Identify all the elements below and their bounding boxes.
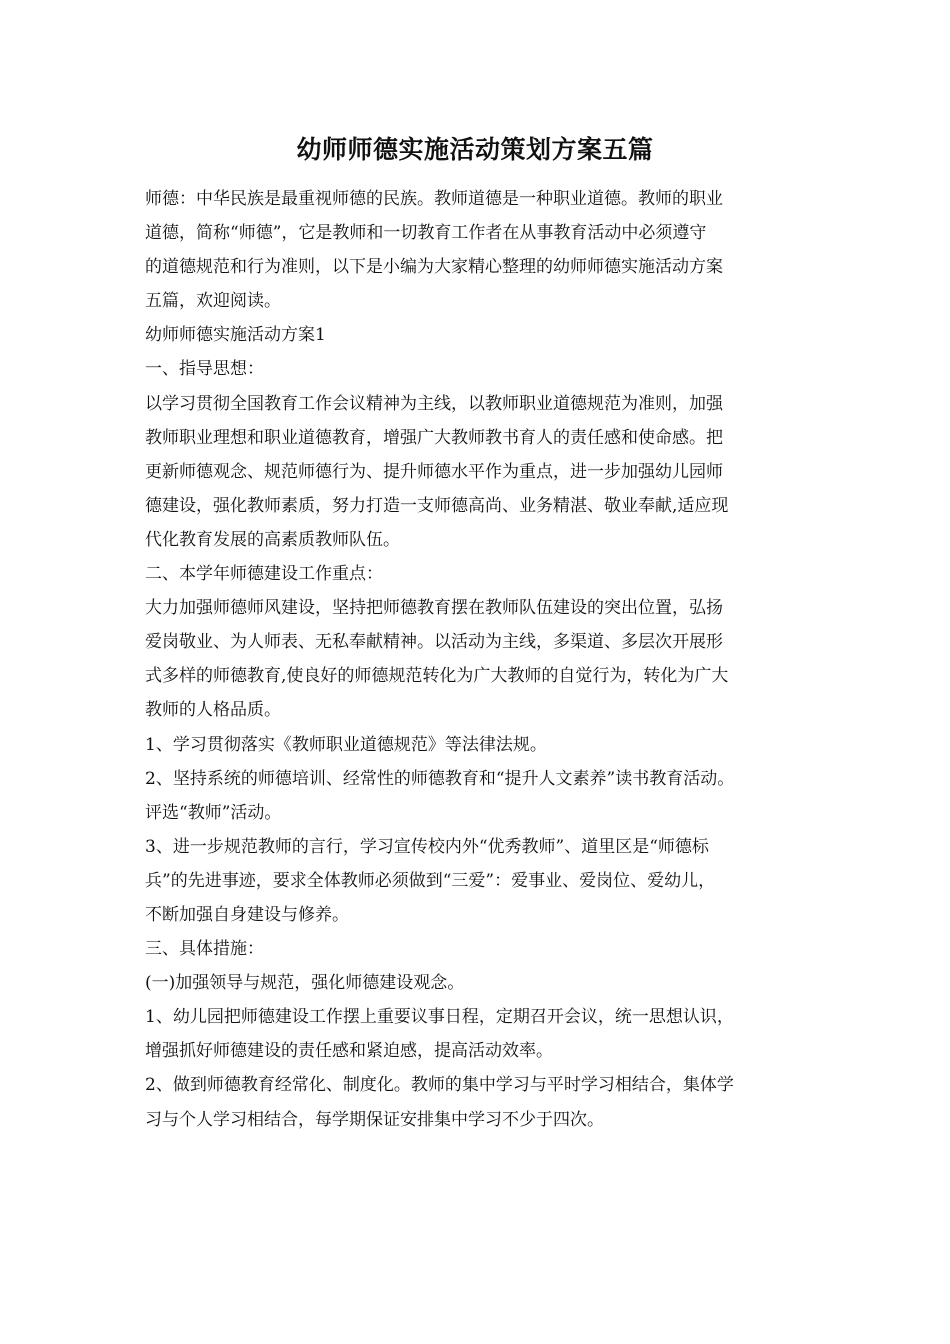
list-item: 1、学习贯彻落实《教师职业道德规范》等法律法规。: [145, 734, 547, 755]
text-line: 评选“教师”活动。: [145, 802, 282, 823]
list-item: 3、进一步规范教师的言行，学习宣传校内外“优秀教师”、道里区是“师德标: [145, 836, 709, 857]
text-line: 以学习贯彻全国教育工作会议精神为主线，以教师职业道德规范为准则，加强: [145, 393, 723, 414]
text-line: 五篇，欢迎阅读。: [145, 291, 281, 312]
text-line: 式多样的师德教育,使良好的师德规范转化为广大教师的自觉行为，转化为广大: [145, 666, 729, 687]
text-line: 不断加强自身建设与修养。: [145, 904, 349, 925]
section-heading: 二、本学年师德建设工作重点：: [145, 564, 383, 585]
text-line: 习与个人学习相结合，每学期保证安排集中学习不少于四次。: [145, 1109, 604, 1130]
section-heading: 一、指导思想：: [145, 359, 264, 380]
text-line: 教师的人格品质。: [145, 700, 281, 721]
text-line: 兵”的先进事迹，要求全体教师必须做到“三爱”：爱事业、爱岗位、爱幼儿，: [145, 870, 716, 891]
list-item: 1、幼儿园把师德建设工作摆上重要议事日程，定期召开会议，统一思想认识，: [145, 1007, 734, 1028]
text-line: 代化教育发展的高素质教师队伍。: [145, 529, 400, 550]
text-line: 道德，简称“师德”，它是教师和一切教育工作者在从事教育活动中必须遵守: [145, 223, 707, 244]
text-line: 师德：中华民族是最重视师德的民族。教师道德是一种职业道德。教师的职业: [145, 189, 723, 209]
document-body: [145, 182, 815, 1137]
document-title: 幼师师德实施活动策划方案五篇: [296, 135, 654, 164]
section-heading: 三、具体措施：: [145, 939, 264, 960]
text-line: 爱岗敬业、为人师表、无私奉献精神。以活动为主线，多渠道、多层次开展形: [145, 632, 723, 653]
text-line: 更新师德观念、规范师德行为、提升师德水平作为重点，进一步加强幼儿园师: [145, 461, 723, 482]
text-line: 的道德规范和行为准则，以下是小编为大家精心整理的幼师师德实施活动方案: [145, 257, 723, 278]
subsection-heading: (一)加强领导与规范，强化师德建设观念。: [145, 973, 465, 994]
list-item: 2、做到师德教育经常化、制度化。教师的集中学习与平时学习相结合，集体学: [145, 1075, 734, 1096]
section-heading: 幼师师德实施活动方案1: [145, 325, 326, 346]
text-line: 教师职业理想和职业道德教育，增强广大教师教书育人的责任感和使命感。把: [145, 427, 723, 448]
text-line: 大力加强师德师风建设，坚持把师德教育摆在教师队伍建设的突出位置，弘扬: [145, 598, 723, 619]
text-line: 增强抓好师德建设的责任感和紧迫感，提高活动效率。: [145, 1041, 553, 1062]
list-item: 2、坚持系统的师德培训、经常性的师德教育和“提升人文素养”读书教育活动。: [145, 768, 735, 789]
text-line: 德建设，强化教师素质，努力打造一支师德高尚、业务精湛、敬业奉献,适应现: [145, 495, 729, 516]
